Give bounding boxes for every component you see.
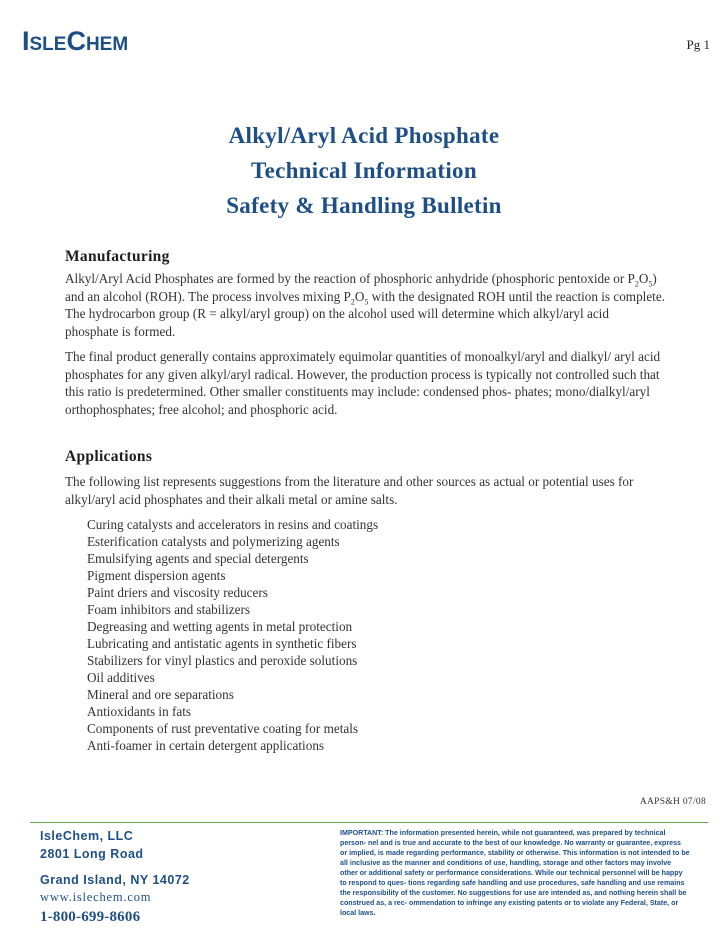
phone-number: 1-800-699-8606 — [40, 909, 141, 925]
text-run: O — [354, 288, 365, 304]
list-item: Anti-foamer in certain detergent applications — [87, 738, 325, 753]
street-address: 2801 Long Road — [40, 847, 144, 861]
city-address: Grand Island, NY 14072 — [40, 873, 190, 887]
applications-list — [87, 516, 378, 754]
document-title — [0, 118, 728, 223]
title-line-1: Alkyl/Aryl Acid Phosphate — [228, 123, 500, 148]
company-logo: IsleChem — [22, 26, 129, 56]
list-item: Antioxidants in fats — [87, 704, 192, 719]
list-item: Foam inhibitors and stabilizers — [87, 602, 250, 617]
page-number: Pg 1 — [686, 37, 710, 52]
applications-intro: The following list represents suggestions from the literature and other sources as actual or potential uses for alkyl/aryl acid phosphates and their alkali metal or amine salts. — [65, 474, 634, 507]
company-name: IsleChem, LLC — [40, 829, 134, 843]
title-line-3: Safety & Handling Bulletin — [226, 193, 502, 218]
manufacturing-paragraph-2: The final product generally contains approximately equimolar quantities of monoalkyl/aryl and dialkyl/ aryl acid phosphates for any given alkyl/aryl radical. However, the production process is typically not controlled such that this ratio is predetermined. Other smaller constituents may include: condensed phos- phates; mono/dialkyl/aryl orthophosphates; free alcohol; and phosphoric acid. — [65, 349, 661, 417]
text-run: O — [638, 271, 649, 286]
legal-disclaimer: IMPORTANT: The information presented herein, while not guaranteed, was prepared by technical person- nel and is true and accurate to the best of our knowledge. No warranty or guarantee, express or implied, is made regarding performance, stability or otherwise. This information is not intended to be all inclusive as the manner and conditions of use, handling, storage and other factors may involve other or additional safety or performance considerations. While our technical personnel will be happy to respond to ques- tions regarding safe handling and use procedures, safe handling and use remains the responsibility of the customer. No suggestions for use are intended as, and nothing herein shall be construed as, a rec- ommendation to infringe any existing patents or to violate any Federal, State, or local laws. — [340, 829, 690, 917]
text-run: with the designated ROH until the reaction is complete. The hydrocarbon group (R = alkyl/aryl group) on the alcohol used will determine which alkyl/aryl acid phosphate is formed. — [65, 288, 665, 339]
list-item: Paint driers and viscosity reducers — [87, 585, 268, 600]
list-item: Emulsifying agents and special detergents — [87, 551, 309, 566]
manufacturing-paragraph-1 — [65, 270, 665, 340]
manufacturing-heading: Manufacturing — [65, 248, 170, 265]
company-contact-block — [40, 827, 190, 929]
list-item: Pigment dispersion agents — [87, 568, 226, 583]
document-reference-code: AAPS&H 07/08 — [639, 797, 706, 807]
website-link[interactable]: www.islechem.com — [40, 890, 152, 904]
list-item: Stabilizers for vinyl plastics and peroxide solutions — [87, 653, 358, 668]
text-run: ) and an alcohol (ROH). The process involves mixing P — [65, 271, 657, 304]
list-item: Components of rust preventative coating for metals — [87, 721, 359, 736]
text-run: Alkyl/Aryl Acid Phosphates are formed by the reaction of phosphoric anhydride (phosphoric pentoxide or P — [65, 271, 635, 286]
subscript: 2 — [634, 279, 639, 289]
list-item: Esterification catalysts and polymerizing agents — [87, 534, 340, 549]
title-line-2: Technical Information — [251, 158, 477, 183]
list-item: Degreasing and wetting agents in metal protection — [87, 619, 353, 634]
subscript: 5 — [648, 279, 653, 289]
subscript: 2 — [350, 297, 355, 307]
applications-heading: Applications — [65, 448, 153, 465]
list-item: Mineral and ore separations — [87, 687, 234, 702]
footer-divider — [30, 822, 708, 823]
subscript: 5 — [364, 297, 369, 307]
list-item: Oil additives — [87, 670, 155, 685]
list-item: Lubricating and antistatic agents in synthetic fibers — [87, 636, 357, 651]
list-item: Curing catalysts and accelerators in resins and coatings — [87, 517, 379, 532]
